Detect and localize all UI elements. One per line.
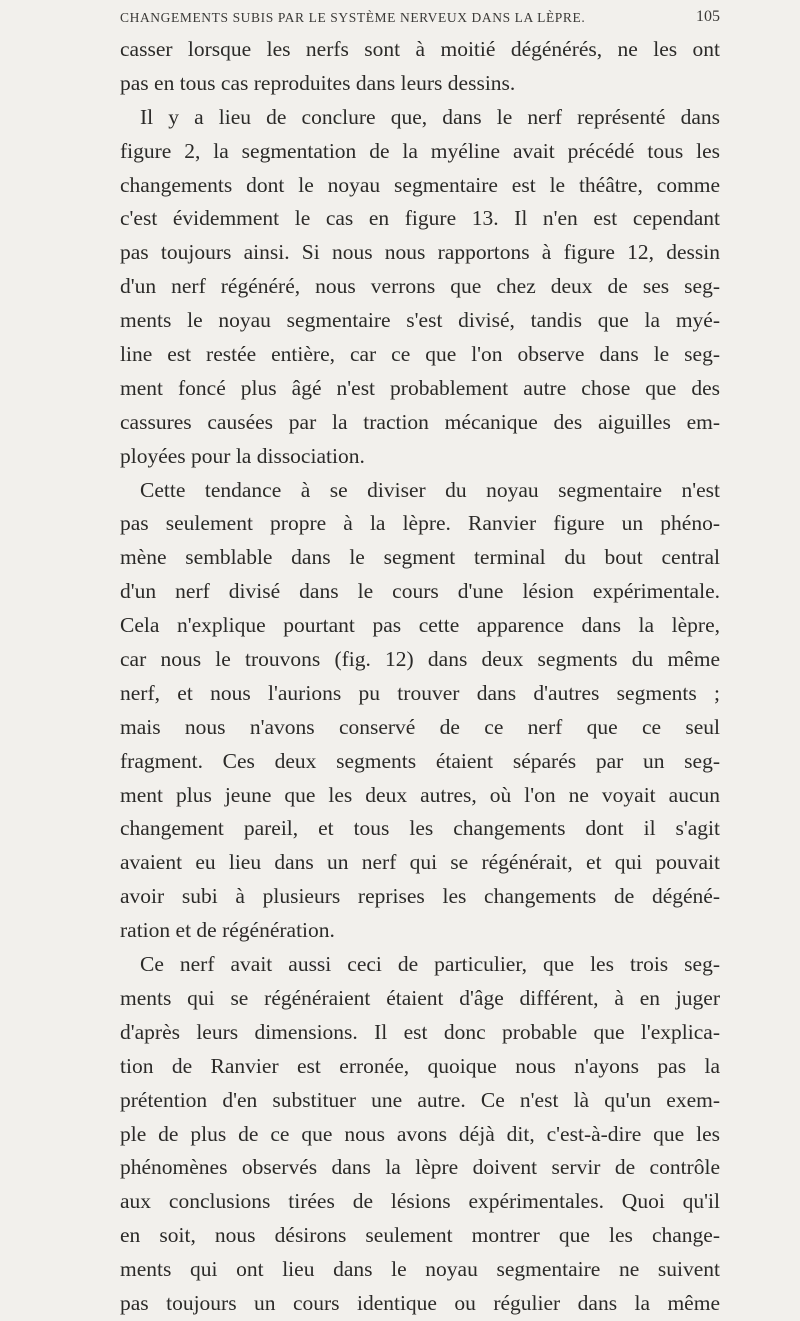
- text-line: ments le noyau segmentaire s'est divisé, tandis que la myé-: [120, 308, 720, 333]
- text-line: fragment. Ces deux segments étaient séparés par un seg-: [120, 748, 720, 773]
- text-line: car nous le trouvons (fig. 12) dans deux segments du même: [120, 647, 720, 672]
- text-line: en soit, nous désirons seulement montrer que les change-: [120, 1223, 720, 1248]
- text-line: prétention d'en substituer une autre. Ce n'est là qu'un exem-: [120, 1087, 720, 1112]
- body-text: [120, 33, 720, 1321]
- text-line: d'un nerf divisé dans le cours d'une lésion expérimentale.: [120, 579, 720, 604]
- text-line: Cela n'explique pourtant pas cette apparence dans la lèpre,: [120, 613, 720, 638]
- text-line: ration et de régénération.: [120, 918, 335, 943]
- text-line: pas toujours un cours identique ou régulier dans la même: [120, 1290, 720, 1315]
- text-line: phénomènes observés dans la lèpre doivent servir de contrôle: [120, 1155, 720, 1180]
- text-line: ple de plus de ce que nous avons déjà dit, c'est-à-dire que les: [120, 1121, 720, 1146]
- text-line: changements dont le noyau segmentaire est le théâtre, comme: [120, 172, 720, 197]
- text-line: line est restée entière, car ce que l'on observe dans le seg-: [120, 342, 720, 367]
- text-line: tion de Ranvier est erronée, quoique nous n'ayons pas la: [120, 1053, 720, 1078]
- text-line: avoir subi à plusieurs reprises les changements de dégéné-: [120, 884, 720, 909]
- text-line: changement pareil, et tous les changements dont il s'agit: [120, 816, 720, 841]
- text-line: pas seulement propre à la lèpre. Ranvier figure un phéno-: [120, 511, 720, 536]
- text-line: aux conclusions tirées de lésions expérimentales. Quoi qu'il: [120, 1189, 720, 1214]
- text-line: avaient eu lieu dans un nerf qui se régénérait, et qui pouvait: [120, 850, 720, 875]
- text-line: ment plus jeune que les deux autres, où l'on ne voyait aucun: [120, 782, 720, 807]
- text-line: d'après leurs dimensions. Il est donc probable que l'explica-: [120, 1019, 720, 1044]
- text-line: d'un nerf régénéré, nous verrons que chez deux de ses seg-: [120, 274, 720, 299]
- text-line: ments qui se régénéraient étaient d'âge différent, à en juger: [120, 985, 720, 1010]
- text-line: Il y a lieu de conclure que, dans le nerf représenté dans: [140, 104, 720, 129]
- text-line: Ce nerf avait aussi ceci de particulier, que les trois seg-: [140, 952, 720, 977]
- page-number: 105: [696, 8, 720, 25]
- text-line: mais nous n'avons conservé de ce nerf que ce seul: [120, 714, 720, 739]
- running-head-title: CHANGEMENTS SUBIS PAR LE SYSTÈME NERVEUX DANS LA LÈPRE.: [120, 10, 586, 25]
- running-head: [120, 4, 720, 30]
- text-line: ment foncé plus âgé n'est probablement autre chose que des: [120, 375, 720, 400]
- text-line: pas en tous cas reproduites dans leurs dessins.: [120, 70, 516, 95]
- text-line: nerf, et nous l'aurions pu trouver dans d'autres segments ;: [120, 680, 720, 705]
- text-line: c'est évidemment le cas en figure 13. Il n'en est cependant: [120, 206, 720, 231]
- text-line: figure 2, la segmentation de la myéline avait précédé tous les: [120, 138, 720, 163]
- text-line: mène semblable dans le segment terminal du bout central: [120, 545, 720, 570]
- text-line: Cette tendance à se diviser du noyau segmentaire n'est: [140, 477, 720, 502]
- text-line: cassures causées par la traction mécanique des aiguilles em-: [120, 409, 720, 434]
- text-line: ments qui ont lieu dans le noyau segmentaire ne suivent: [120, 1257, 720, 1282]
- text-line: ployées pour la dissociation.: [120, 443, 365, 468]
- text-line: casser lorsque les nerfs sont à moitié dégénérés, ne les ont: [120, 37, 720, 61]
- text-line: pas toujours ainsi. Si nous nous rapportons à figure 12, dessin: [120, 240, 720, 265]
